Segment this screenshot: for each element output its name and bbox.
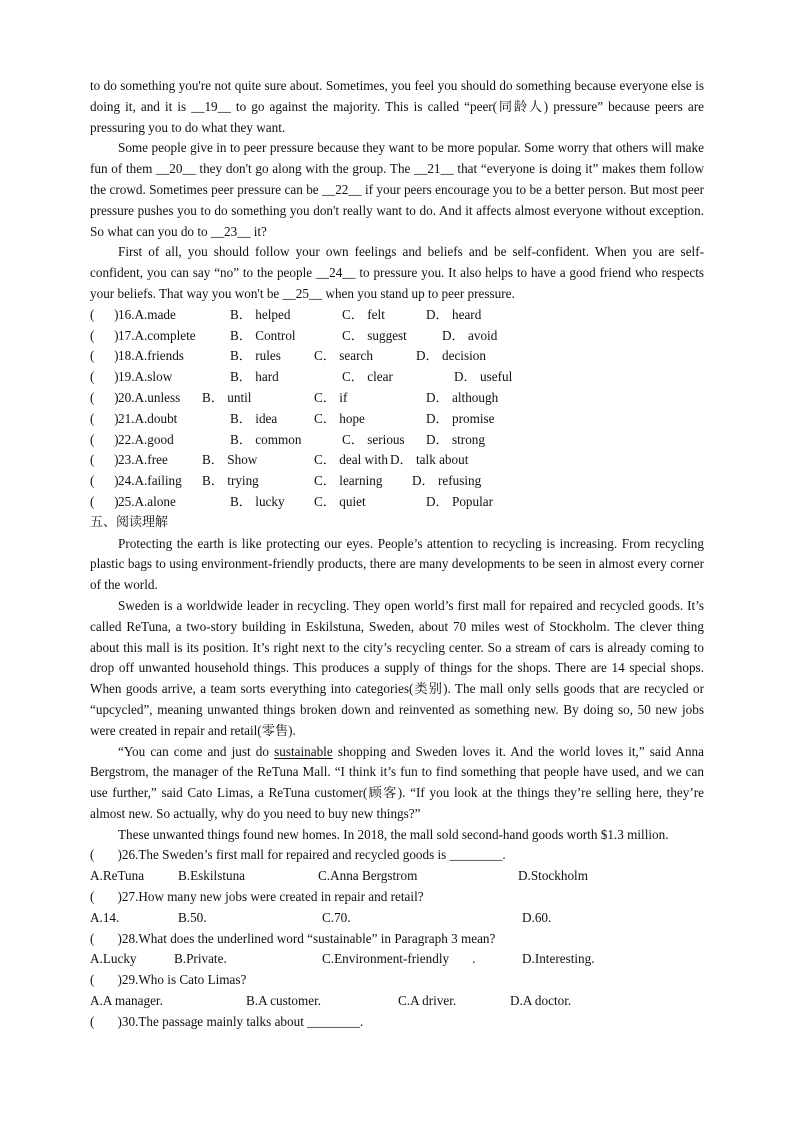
option[interactable]: B.A customer. (246, 993, 322, 1009)
cloze-question (90, 471, 704, 492)
option-c: C． learning (314, 473, 383, 489)
option-a: 25.A.alone (118, 493, 176, 509)
option-b: B． idea (230, 410, 278, 426)
option-c: C． deal with (314, 452, 388, 468)
option-a: 16.A.made (118, 306, 176, 322)
question-stem: ( )26.The Sweden’s first mall for repaired and recycled goods is ________. (90, 847, 506, 863)
reading-paragraph-2: Sweden is a worldwide leader in recycling. They open world’s first mall for repaired and recycled goods. It’s called ReTuna, a two-story building in Eskilstuna, Sweden, about 70 miles west of Stockholm. The clever thing about this mall is its position. It’s right next to the city’s recycling center. So a stream of cars is already coming to drop off unwanted household things. This produces a supply of things for the shops. There are 14 special shops. When goods arrive, a team sorts everything into categories(类别). The mall only sells goods that are recycled or “upcycled”, meaning unwanted things broken down and reinvented as something new. By doing so, 50 new jobs were created in repair and retail(零售). (90, 597, 704, 738)
worksheet-page (90, 76, 704, 1033)
option-d: D． talk about (390, 452, 469, 468)
cloze-question (90, 492, 704, 513)
question-options (90, 991, 704, 1012)
option[interactable]: A.14. (90, 909, 120, 925)
option[interactable]: D.Stockholm (518, 868, 588, 884)
section-heading: 五、阅读理解 (90, 514, 169, 530)
option-d: D． avoid (442, 327, 498, 343)
option[interactable]: A.ReTuna (90, 868, 145, 884)
option[interactable]: C.Anna Bergstrom (318, 868, 418, 884)
cloze-question (90, 367, 704, 388)
option[interactable]: D.Interesting. (522, 951, 595, 967)
answer-blank[interactable]: ( ) (90, 452, 119, 468)
answer-blank[interactable]: ( ) (90, 306, 119, 322)
answer-blank[interactable]: ( ) (90, 410, 119, 426)
option[interactable]: A.Lucky (90, 951, 137, 967)
option-d: D． decision (416, 348, 486, 364)
answer-blank[interactable]: ( ) (90, 369, 119, 385)
question-options (90, 949, 704, 970)
option-a: 17.A.complete (118, 327, 196, 343)
option-c: C． felt (342, 306, 385, 322)
option-c: C． hope (314, 410, 365, 426)
option-a: 24.A.failing (118, 473, 182, 489)
option-b: B． trying (202, 473, 259, 489)
cloze-question-list (90, 305, 704, 513)
option-d: D． useful (454, 369, 513, 385)
option[interactable]: D.60. (522, 909, 552, 925)
cloze-question (90, 388, 704, 409)
option[interactable]: A.A manager. (90, 993, 163, 1009)
reading-paragraph-4: These unwanted things found new homes. In 2018, the mall sold second-hand goods worth $1.3 million. (118, 826, 669, 842)
underlined-word: sustainable (274, 743, 333, 759)
reading-question-list (90, 845, 704, 1032)
option-c: C． clear (342, 369, 393, 385)
option[interactable]: B.Private. (174, 951, 227, 967)
option-a: 22.A.good (118, 431, 174, 447)
option-c: C． if (314, 389, 348, 405)
option[interactable]: D.A doctor. (510, 993, 572, 1009)
cloze-question (90, 450, 704, 471)
cloze-question (90, 305, 704, 326)
option[interactable]: C.Environment-friendly . (322, 951, 476, 967)
cloze-paragraph-1: to do something you're not quite sure about. Sometimes, you feel you should do something because everyone else is doing it, and it is __19__ to go against the majority. This is called “peer(同龄人) pressure” because peers are pressuring you to do what they want. (90, 78, 704, 135)
option[interactable]: C.A driver. (398, 993, 457, 1009)
cloze-question (90, 326, 704, 347)
option-b: B． rules (230, 348, 281, 364)
cloze-question (90, 346, 704, 367)
option-d: D． refusing (412, 473, 482, 489)
option-b: B． common (230, 431, 302, 447)
answer-blank[interactable]: ( ) (90, 431, 119, 447)
cloze-paragraph-2: Some people give in to peer pressure because they want to be more popular. Some worry that others will make fun of them __20__ they don't go along with the group. The __21__ that “everyone is doing it” makes them follow the crowd. Sometimes peer pressure can be __22__ if your peers encourage you to be a better person. But most peer pressure pushes you to do something you don't really want to do. And it affects almost everyone without exception. So what can you do to __23__ it? (90, 140, 704, 239)
option[interactable]: C.70. (322, 909, 351, 925)
cloze-question (90, 430, 704, 451)
option-b: B． Control (230, 327, 296, 343)
reading-paragraph-3 (90, 742, 704, 825)
option-b: B． Show (202, 452, 258, 468)
option-a: 18.A.friends (118, 348, 184, 364)
option-d: D． promise (426, 410, 495, 426)
option-b: B． lucky (230, 493, 285, 509)
question-options (90, 866, 704, 887)
option[interactable]: B.50. (178, 909, 207, 925)
question-stem: ( )29.Who is Cato Limas? (90, 972, 247, 988)
answer-blank[interactable]: ( ) (90, 389, 119, 405)
option-a: 20.A.unless (118, 389, 181, 405)
option-a: 19.A.slow (118, 369, 173, 385)
cloze-question (90, 409, 704, 430)
option-d: D． although (426, 389, 499, 405)
option-c: C． quiet (314, 493, 366, 509)
option-d: D． heard (426, 306, 482, 322)
question-options (90, 908, 704, 929)
option-c: C． suggest (342, 327, 407, 343)
option-c: C． search (314, 348, 373, 364)
paragraph-text: shopping and Sweden loves it. And the world loves it,” said Anna Bergstrom, the manager of the ReTuna Mall. “I think it’s fun to find something that people have used, and we can use further,” said Cato Limas, a ReTuna customer(顾客). “If you look at the things they’re selling here, they’re almost new. So actually, why do you need to buy new things?” (90, 743, 704, 821)
option-b: B． hard (230, 369, 279, 385)
reading-paragraph-1: Protecting the earth is like protecting our eyes. People’s attention to recycling is increasing. From recycling plastic bags to using environment-friendly products, there are many developments to be seen in almost every corner of the world. (90, 535, 704, 593)
option-b: B． until (202, 389, 252, 405)
option-a: 23.A.free (118, 452, 168, 468)
answer-blank[interactable]: ( ) (90, 348, 119, 364)
option-b: B． helped (230, 306, 291, 322)
option-a: 21.A.doubt (118, 410, 178, 426)
option-d: D． Popular (426, 493, 494, 509)
option[interactable]: B.Eskilstuna (178, 868, 246, 884)
answer-blank[interactable]: ( ) (90, 473, 119, 489)
option-d: D． strong (426, 431, 485, 447)
cloze-paragraph-3: First of all, you should follow your own feelings and beliefs and be self-confident. When you are self-confident, you can say “no” to the people __24__ to pressure you. It also helps to have a good friend who respects your beliefs. That way you won't be __25__ when you stand up to peer pressure. (90, 244, 704, 301)
answer-blank[interactable]: ( ) (90, 327, 119, 343)
paragraph-text: “You can come and just do (118, 743, 275, 759)
answer-blank[interactable]: ( ) (90, 493, 119, 509)
question-stem: ( )30.The passage mainly talks about ________. (90, 1013, 364, 1029)
question-stem: ( )27.How many new jobs were created in repair and retail? (90, 889, 424, 905)
question-stem: ( )28.What does the underlined word “sustainable” in Paragraph 3 mean? (90, 930, 496, 946)
option-c: C． serious (342, 431, 405, 447)
